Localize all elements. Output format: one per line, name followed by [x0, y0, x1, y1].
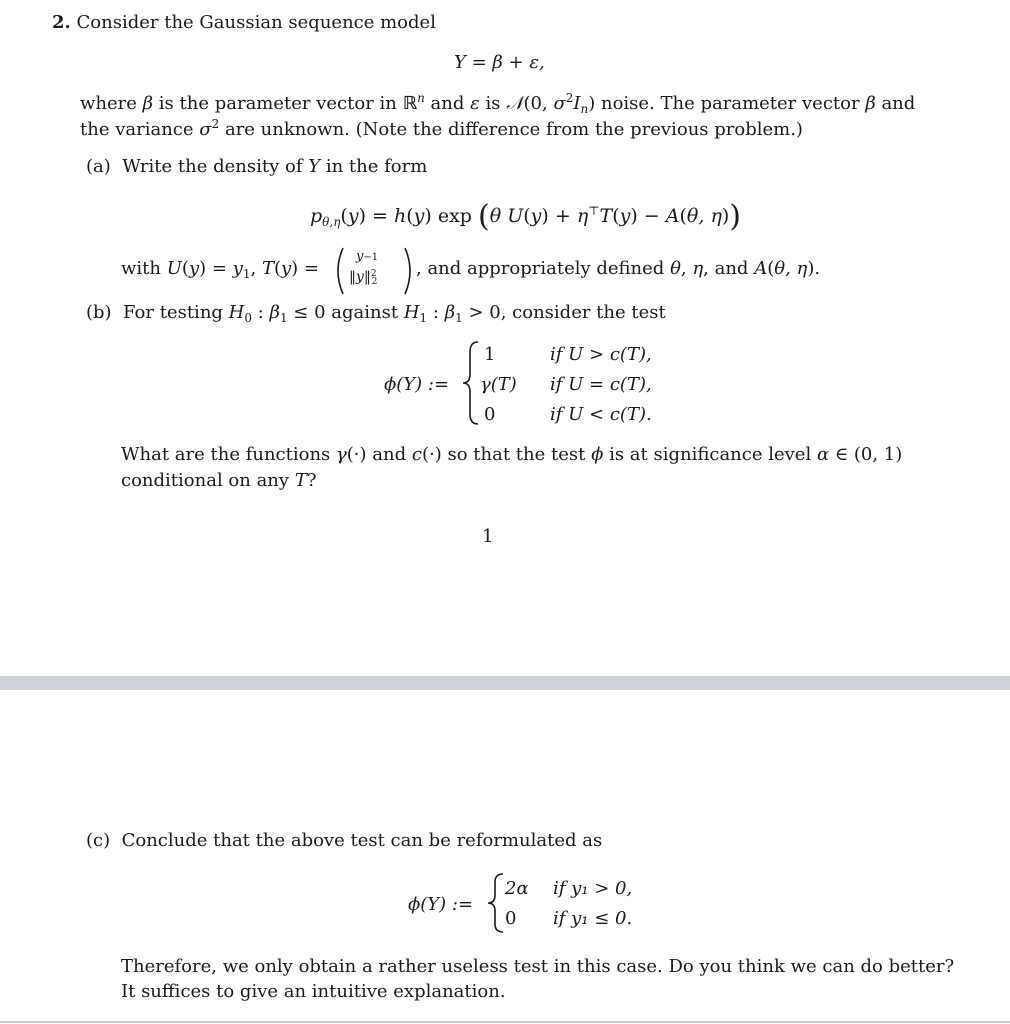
part-a-and-line: , and appropriately defined θ, η, and A(θ, η). — [416, 258, 821, 279]
desc-text: and — [430, 93, 465, 114]
math-normal: 𝒩 — [506, 93, 524, 114]
bottom-rule — [0, 1021, 1010, 1023]
part-a-with-line: with $U(y) = y_1$, T(y) = — [121, 258, 319, 281]
desc-text: are unknown. (Note the difference from the previous problem.) — [224, 119, 803, 140]
part-b-question-line-1: What are the functions γ(·) and c(·) so that the test ϕ is at significance level α ∈ (0, 1) — [121, 444, 903, 465]
desc-text: where — [80, 93, 137, 114]
and-text: , and appropriately defined — [416, 258, 665, 279]
phi-lhs-b: ϕ(Y) := — [384, 374, 450, 395]
math-sup-n: n — [417, 91, 425, 105]
case-b-1-value: 1 — [484, 344, 496, 365]
left-brace-b — [462, 340, 482, 426]
part-a-text-end: in the form — [325, 156, 428, 177]
math-reals: ℝ — [402, 93, 418, 114]
page-divider — [0, 676, 1010, 690]
part-b-text-c: , consider the test — [500, 302, 666, 323]
desc-text: the variance — [80, 119, 194, 140]
math-beta: β — [142, 93, 154, 114]
case-b-3-condition: if U < c(T). — [550, 404, 652, 425]
part-c-text: Conclude that the above test can be reformulated as — [121, 830, 603, 851]
desc-text: noise. The parameter vector — [600, 93, 860, 114]
part-b-text-a: For testing — [123, 302, 223, 323]
closing-line-2: It suffices to give an intuitive explanation. — [121, 981, 506, 1002]
question-text: What are the functions — [121, 444, 331, 465]
model-equation: Y = β + ε, — [454, 52, 545, 73]
case-b-3-value: 0 — [484, 404, 496, 425]
density-equation: $p_{\theta,\eta}(y) = h(y)$ exp (θ U(y) + η⊤T(y) − A(θ, η)) — [310, 199, 741, 234]
vector-entry-2: ‖y‖$^2_2$ — [349, 269, 378, 287]
closing-line-1: Therefore, we only obtain a rather useless test in this case. Do you think we can do better? — [121, 956, 955, 977]
with-text: with — [121, 258, 161, 279]
case-b-2-condition: if U = c(T), — [550, 374, 652, 395]
description-line-1: where β is the parameter vector in ℝ$^n$ and ε is 𝒩(0, $\sigma^2I_n$) noise. The parameter vector β and — [80, 91, 916, 116]
and-text-2: and — [714, 258, 749, 279]
page-number: 1 — [482, 526, 494, 547]
case-b-1-condition: if U > c(T), — [550, 344, 652, 365]
part-b-text-b: against — [331, 302, 399, 323]
case-c-1-condition: if y₁ > 0, — [553, 878, 633, 899]
vector-entry-1: y−1 — [356, 249, 379, 264]
question-text: is at significance level — [609, 444, 812, 465]
case-c-2-condition: if y₁ ≤ 0. — [553, 908, 633, 929]
problem-number: 2. — [52, 12, 71, 33]
part-b-prompt: (b) For testing $H_0$ : $\beta_1 \le 0$ against $H_1$ : $\beta_1 > 0$, consider the test — [86, 302, 666, 325]
part-a-text: Write the density of — [122, 156, 303, 177]
case-c-1-value: 2α — [505, 878, 529, 899]
phi-lhs-c: ϕ(Y) := — [408, 894, 474, 915]
math-epsilon: ε — [470, 93, 480, 114]
case-b-2-value: γ(T) — [480, 374, 517, 395]
part-b-question-line-2: conditional on any T? — [121, 470, 317, 491]
question-text: conditional on any — [121, 470, 290, 491]
question-text: and — [372, 444, 407, 465]
desc-text: and — [881, 93, 916, 114]
part-a-label: (a) — [86, 156, 111, 177]
left-brace-c — [487, 872, 507, 934]
problem-header — [52, 14, 436, 32]
part-c-label: (c) — [86, 830, 111, 851]
question-text: so that the test — [447, 444, 586, 465]
part-a-prompt: (a) Write the density of Y in the form — [86, 156, 428, 177]
problem-intro: Consider the Gaussian sequence model — [76, 12, 436, 33]
part-c-prompt — [86, 832, 602, 850]
desc-text: is the parameter vector in — [158, 93, 397, 114]
case-c-2-value: 0 — [505, 908, 517, 929]
description-line-2: the variance $\sigma^2$ are unknown. (Note the difference from the previous problem.) — [80, 117, 803, 140]
part-b-label: (b) — [86, 302, 112, 323]
desc-text: is — [485, 93, 501, 114]
